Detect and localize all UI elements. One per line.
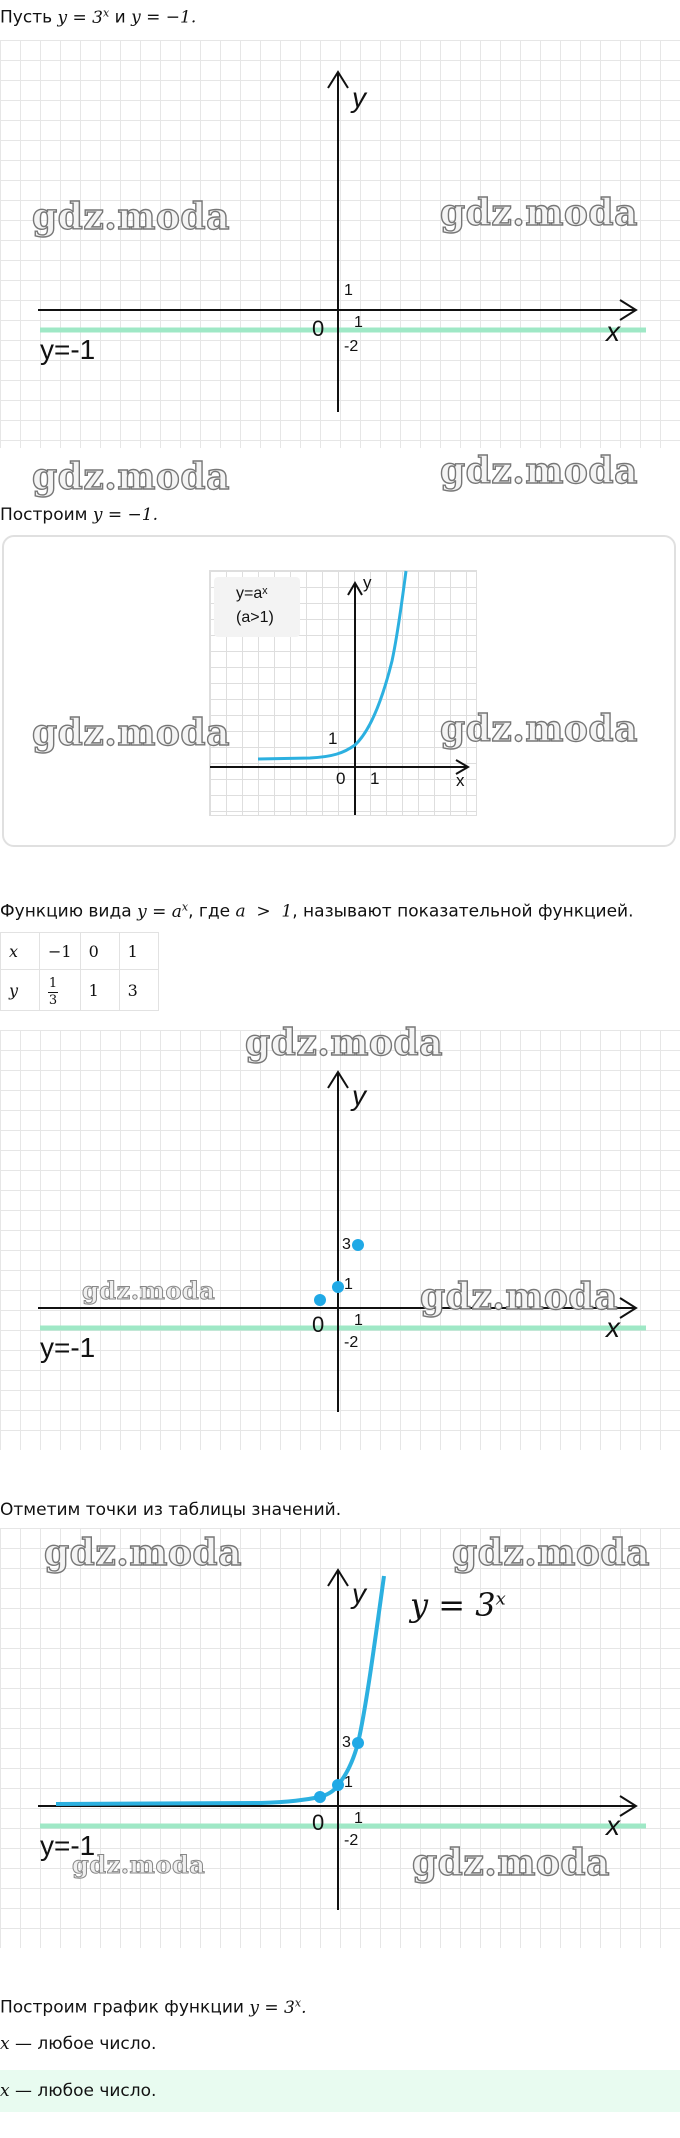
watermark: gdz.moda — [440, 450, 638, 492]
values-table — [0, 932, 159, 1011]
step-3-prefix: Построим график функции — [0, 1997, 244, 2018]
graph-2-x-label: x — [606, 1312, 620, 1343]
graph-1-tick-y-one: 1 — [344, 282, 353, 299]
watermark: gdz.moda — [32, 456, 230, 498]
graph-2-line-label: y=-1 — [40, 1332, 96, 1363]
watermark: gdz.moda — [32, 712, 230, 754]
graph-2-origin: 0 — [312, 1312, 325, 1337]
graph-3 — [0, 1528, 680, 1948]
watermark: gdz.moda — [412, 1842, 610, 1884]
graph-3-y-label: y — [352, 1578, 366, 1609]
watermark: gdz.moda — [82, 1276, 216, 1305]
watermark: gdz.moda — [452, 1532, 650, 1574]
point-1 — [352, 1239, 364, 1251]
point-0 — [332, 1779, 344, 1791]
graph-2-tick-y-one: 1 — [344, 1276, 353, 1293]
step-1-line — [0, 505, 158, 525]
definition-line — [0, 900, 634, 922]
step-2-line: Отметим точки из таблицы значений. — [0, 1500, 342, 1520]
graph-1-svg — [0, 40, 680, 448]
table-row-y — [1, 970, 159, 1011]
graph-1-line-label: y=-1 — [40, 334, 96, 365]
watermark: gdz.moda — [440, 708, 638, 750]
definition-prefix: Функцию вида — [0, 901, 132, 922]
graph-3-x-label: x — [606, 1810, 620, 1841]
definition-condition: a > 1 — [235, 901, 293, 922]
graph-3-svg — [0, 1528, 680, 1948]
reference-tick-y-one: 1 — [328, 729, 338, 748]
graph-3-origin: 0 — [312, 1810, 325, 1835]
reference-grid — [209, 570, 477, 816]
reference-legend — [214, 577, 300, 637]
reference-tick-x-one: 1 — [370, 769, 380, 788]
x-any-text: — любое число. — [15, 2034, 157, 2054]
table-cell: x — [1, 933, 40, 970]
step-3-line — [0, 1996, 306, 2018]
definition-equation: $y = a^x$ — [137, 900, 189, 922]
x-any-var-2: x — [0, 2081, 10, 2101]
graph-1-y-label: y — [352, 82, 366, 113]
table-cell: 1 — [80, 970, 119, 1011]
reference-origin: 0 — [336, 769, 346, 788]
graph-2 — [0, 1030, 680, 1450]
reference-graph-card — [2, 535, 676, 847]
table-cell: 1 — [119, 933, 158, 970]
table-cell: 0 — [80, 933, 119, 970]
x-any-var: x — [0, 2034, 10, 2054]
graph-1 — [0, 40, 680, 448]
intro-and: и — [114, 7, 126, 28]
table-cell: −1 — [40, 933, 81, 970]
graph-3-tick-minus-two: -2 — [344, 1832, 359, 1849]
graph-2-svg — [0, 1030, 680, 1450]
reference-x-label: x — [456, 771, 465, 790]
watermark: gdz.moda — [245, 1022, 443, 1064]
table-cell-fraction — [40, 970, 81, 1011]
graph-1-x-label: x — [606, 316, 620, 347]
step-1-prefix: Построим — [0, 505, 88, 525]
table-row-x — [1, 933, 159, 970]
point-minus-1 — [314, 1791, 326, 1803]
graph-3-tick-y-one: 1 — [344, 1774, 353, 1791]
intro-line — [0, 6, 196, 28]
intro-equation-1: $y = 3^x$ — [57, 6, 110, 28]
step-3-equation: $y = 3^x$. — [249, 1996, 307, 2018]
x-any-line-highlighted — [0, 2081, 156, 2101]
reference-legend-line-2: (a>1) — [236, 609, 274, 626]
graph-2-tick-minus-two: -2 — [344, 1334, 359, 1351]
fraction-one-third: $\frac{1}{3}$ — [48, 976, 58, 1008]
graph-2-tick-three: 3 — [342, 1236, 351, 1253]
graph-3-curve-label: $y = 3^x$ — [410, 1586, 506, 1624]
graph-3-curve — [56, 1576, 384, 1804]
watermark: gdz.moda — [44, 1532, 242, 1574]
watermark: gdz.moda — [32, 196, 230, 238]
watermark: gdz.moda — [420, 1276, 618, 1318]
graph-1-tick-minus-two: -2 — [344, 338, 359, 355]
step-1-equation: y = −1. — [92, 505, 159, 525]
intro-equation-2: y = −1. — [131, 7, 197, 28]
x-any-text-2: — любое число. — [15, 2081, 157, 2101]
graph-1-origin: 0 — [312, 316, 325, 341]
watermark: gdz.moda — [440, 192, 638, 234]
graph-2-y-label: y — [352, 1080, 366, 1111]
definition-mid: , где — [188, 901, 231, 922]
graph-3-line-label: y=-1 — [40, 1830, 96, 1861]
definition-suffix: , называют показательной функцией. — [292, 901, 634, 922]
reference-y-label: y — [363, 573, 372, 592]
watermark: gdz.moda — [72, 1850, 206, 1879]
table-cell: 3 — [119, 970, 158, 1011]
intro-prefix: Пусть — [0, 7, 53, 28]
table-cell: y — [1, 970, 40, 1011]
reference-legend-line-1: y=aˣ — [236, 585, 268, 602]
graph-3-tick-x-one: 1 — [354, 1810, 363, 1827]
graph-1-tick-x-one: 1 — [354, 314, 363, 331]
x-any-line — [0, 2034, 156, 2054]
point-minus-1 — [314, 1294, 326, 1306]
point-0 — [332, 1281, 344, 1293]
point-1 — [352, 1737, 364, 1749]
graph-3-tick-three: 3 — [342, 1734, 351, 1751]
graph-2-tick-x-one: 1 — [354, 1312, 363, 1329]
